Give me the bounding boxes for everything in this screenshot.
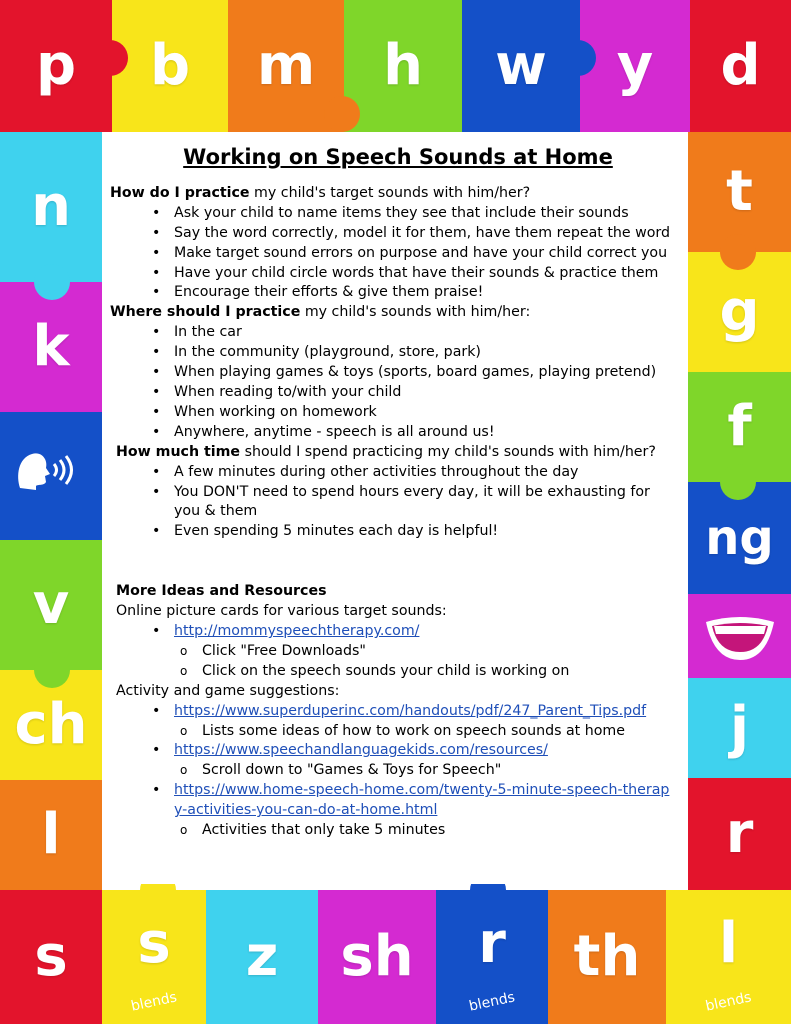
tile-letter: sh (340, 924, 414, 989)
tile-letter: t (726, 159, 753, 224)
cards-list (110, 622, 710, 642)
question-bold: How much time (116, 443, 241, 460)
list-item: • Anywhere, anytime - speech is all around us! (110, 423, 710, 443)
activity-note-3 (110, 821, 710, 841)
list-item: • Have your child circle words that have their sounds & practice them (110, 264, 710, 284)
list-item (110, 781, 710, 821)
superduper-link[interactable]: https://www.superduperinc.com/handouts/pdf/247_Parent_Tips.pdf (174, 702, 647, 719)
activity-note-1 (110, 722, 710, 742)
question-bold: Where should I practice (110, 304, 301, 321)
tile-letter: z (245, 924, 279, 989)
list-item: • Make target sound errors on purpose and have your child correct you (110, 244, 710, 264)
tile-letter: p (35, 33, 77, 98)
puzzle-tile (0, 780, 102, 890)
puzzle-tile (102, 890, 206, 1024)
list-item: • You DON'T need to spend hours every day, it will be exhausting for you & them (110, 483, 710, 523)
puzzle-knob (324, 96, 360, 132)
mommyspeechtherapy-link[interactable]: http://mommyspeechtherapy.com/ (174, 623, 420, 640)
puzzle-tile (0, 132, 102, 282)
list-item (110, 702, 710, 722)
puzzle-knob (720, 464, 756, 500)
puzzle-tile (112, 0, 228, 132)
puzzle-tile (344, 0, 462, 132)
puzzle-tile (0, 890, 102, 1024)
smiling-mouth-icon (700, 606, 780, 666)
spacer (110, 542, 710, 582)
tile-letter: l (41, 802, 61, 867)
tile-letter: r (478, 910, 506, 976)
tile-letter: h (383, 33, 423, 98)
question-rest: my child's target sounds with him/her? (249, 184, 531, 201)
question-rest: my child's sounds with him/her: (300, 304, 531, 321)
tile-sub-label: blends (704, 989, 753, 1015)
puzzle-knob (560, 40, 596, 76)
list-item: • Say the word correctly, model it for them, have them repeat the word (110, 224, 710, 244)
puzzle-tile (0, 540, 102, 670)
list-item: • When working on homework (110, 403, 710, 423)
cards-steps (110, 642, 710, 682)
list-item (110, 741, 710, 761)
tile-letter: ng (705, 510, 774, 566)
tile-letter: k (32, 314, 70, 379)
list-item (110, 622, 710, 642)
puzzle-tile (666, 890, 791, 1024)
sub-list-item: o Click on the speech sounds your child is working on (110, 662, 710, 682)
list-item: • Even spending 5 minutes each day is helpful! (110, 522, 710, 542)
tile-letter: b (149, 33, 191, 98)
tile-letter: s (137, 910, 171, 976)
tile-letter: th (573, 924, 641, 989)
sub-list-item: o Click "Free Downloads" (110, 642, 710, 662)
tile-letter: l (718, 910, 739, 976)
tile-letter: v (32, 572, 70, 637)
question-practice-how (110, 184, 710, 204)
tile-letter: d (720, 33, 761, 98)
list-item: • Ask your child to name items they see that include their sounds (110, 204, 710, 224)
puzzle-knob (92, 40, 128, 76)
puzzle-tile (436, 890, 548, 1024)
tile-letter: y (616, 33, 654, 98)
tile-letter: s (34, 924, 68, 989)
list-item: • In the car (110, 323, 710, 343)
time-list (110, 463, 710, 543)
question-bold: How do I practice (110, 184, 250, 201)
list-item: • When reading to/with your child (110, 383, 710, 403)
sub-list-item: o Activities that only take 5 minutes (110, 821, 710, 841)
speaking-head-icon (14, 448, 84, 492)
list-item: • When playing games & toys (sports, board games, playing pretend) (110, 363, 710, 383)
tile-letter: f (727, 394, 752, 459)
tips-list (110, 204, 710, 304)
tile-letter: j (729, 695, 750, 760)
list-item: • A few minutes during other activities throughout the day (110, 463, 710, 483)
question-practice-where (110, 303, 710, 323)
tile-letter: r (725, 801, 754, 866)
home-speech-home-link[interactable]: https://www.home-speech-home.com/twenty-5-minute-speech-therapy-activities-you-can-do-at-home.html (174, 782, 670, 819)
question-rest: should I spend practicing my child's sounds with him/her? (240, 443, 656, 460)
places-list (110, 323, 710, 442)
activity-intro: Activity and game suggestions: (116, 682, 340, 699)
tile-sub-label: blends (129, 989, 179, 1015)
puzzle-tile (548, 890, 666, 1024)
section-heading: More Ideas and Resources (116, 583, 327, 600)
sub-list-item: o Scroll down to "Games & Toys for Speech" (110, 761, 710, 781)
activity-list-2 (110, 741, 710, 761)
sub-list-item: o Lists some ideas of how to work on speech sounds at home (110, 722, 710, 742)
tile-sub-label: blends (467, 989, 517, 1015)
cards-intro: Online picture cards for various target sounds: (116, 603, 447, 620)
list-item: • In the community (playground, store, park) (110, 343, 710, 363)
puzzle-tile (206, 890, 318, 1024)
tile-letter: ch (14, 692, 88, 757)
activity-note-2 (110, 761, 710, 781)
tile-letter: w (495, 33, 547, 98)
question-practice-time (110, 443, 710, 463)
activity-list-3 (110, 781, 710, 821)
page-title: Working on Speech Sounds at Home (183, 145, 613, 169)
handout-content (110, 145, 710, 841)
puzzle-tile (690, 0, 791, 132)
puzzle-tile (0, 282, 102, 412)
tile-letter: g (719, 279, 760, 344)
puzzle-knob (34, 652, 70, 688)
activity-list-1 (110, 702, 710, 722)
tile-letter: n (31, 174, 71, 239)
tile-letter: m (256, 33, 316, 98)
puzzle-tile (580, 0, 690, 132)
puzzle-knob (34, 264, 70, 300)
puzzle-tile (318, 890, 436, 1024)
puzzle-knob (720, 234, 756, 270)
speechandlanguagekids-link[interactable]: https://www.speechandlanguagekids.com/resources/ (174, 742, 548, 759)
list-item: • Encourage their efforts & give them praise! (110, 283, 710, 303)
